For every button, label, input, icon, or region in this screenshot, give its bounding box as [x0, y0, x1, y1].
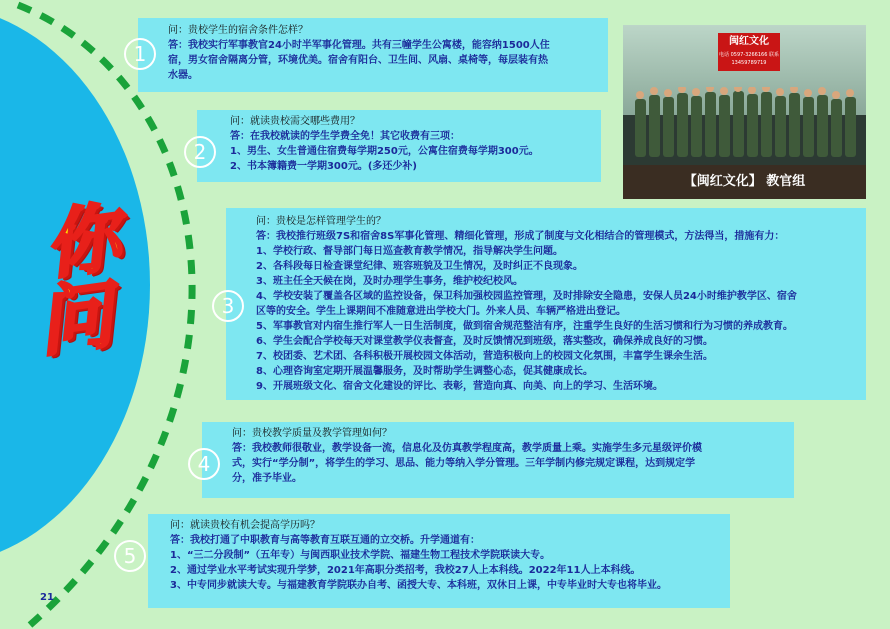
- answer-line: 3、中专同步就读大专。与福建教育学院联办自考、函授大专、本科班，双休日上课，中专毕业时大专也将毕业。: [170, 580, 667, 591]
- title-char-ni: 你: [39, 194, 125, 290]
- answer-line: 7、校团委、艺术团、各科积极开展校园文体活动，营造积极向上的校园文化氛围，丰富学生课余生活。: [256, 351, 713, 362]
- answer-line: 1、学校行政、督导部门每日巡查教育教学情况，指导解决学生问题。: [256, 246, 563, 257]
- answer-line: 8、心理咨询室定期开展温馨服务，及时帮助学生调整心态，促其健康成长。: [256, 366, 593, 377]
- answer-line: 式，实行“学分制”，将学生的学习、思品、能力等纳入学分管理。三年学制内修完规定课程，达到规定学: [232, 458, 696, 469]
- question-number-3: 3: [212, 290, 244, 322]
- answer-line: 答：在我校就读的学生学费全免！其它收费有三项：: [230, 131, 460, 142]
- qa-box-3: [226, 208, 866, 400]
- question-number-5: 5: [114, 540, 146, 572]
- question-number-1: 1: [124, 38, 156, 70]
- qa-box-4: [202, 422, 794, 498]
- answer-line: 答：我校打通了中职教育与高等教育互联互通的立交桥。升学通道有：: [170, 535, 480, 546]
- title-char-wen: 问: [32, 271, 118, 367]
- instructors-figures: [635, 87, 860, 167]
- question-text: 问：贵校是怎样管理学生的？: [256, 216, 386, 227]
- question-number-4: 4: [188, 448, 220, 480]
- question-text: 问：就读贵校需交哪些费用？: [230, 116, 360, 127]
- banner-contact: 电话 0597-3266166 联系 13459789719: [719, 52, 779, 66]
- brand-banner: [718, 33, 780, 71]
- answer-line: 1、“三二分段制”（五年专）与闽西职业技术学院、福建生物工程技术学院联读大专。: [170, 550, 551, 561]
- banner-title: 闽红文化: [729, 36, 769, 47]
- answer-line: 2、各科段每日检查课堂纪律、班容班貌及卫生情况，及时纠正不良现象。: [256, 261, 583, 272]
- qa-box-2: [197, 110, 601, 182]
- qa-box-5: [148, 514, 730, 608]
- answer-line: 2、书本簿籍费一学期300元。(多还少补): [230, 161, 417, 172]
- answer-line: 9、开展班级文化、宿舍文化建设的评比、表彰，营造向真、向美、向上的学习、生活环境。: [256, 381, 663, 392]
- answer-line: 答：我校教师很敬业，教学设备一流，信息化及仿真教学程度高，教学质量上乘。实施学生多元星级评价模: [232, 443, 702, 454]
- qa-box-1: [138, 18, 608, 92]
- answer-line: 答：我校推行班级7S和宿舍8S军事化管理、精细化管理，形成了制度与文化相结合的管理模式，方法得当，措施有力：: [256, 231, 785, 242]
- answer-line: 分，准予毕业。: [232, 473, 302, 484]
- answer-line: 区等的安全。学生上课期间不准随意进出学校大门。外来人员、车辆严格进出登记。: [256, 306, 626, 317]
- answer-line: 3、班主任全天候在岗，及时办理学生事务，维护校纪校风。: [256, 276, 523, 287]
- answer-line: 1、男生、女生普通住宿费每学期250元，公寓住宿费每学期300元。: [230, 146, 539, 157]
- question-text: 问：就读贵校有机会提高学历吗？: [170, 520, 320, 531]
- answer-line: 水器。: [168, 70, 198, 81]
- photo-caption: 【闽红文化】 教官组: [683, 174, 806, 189]
- answer-line: 2、通过学业水平考试实现升学梦，2021年高职分类招考，我校27人上本科线。2022年11人上本科线。: [170, 565, 641, 576]
- question-number-2: 2: [184, 136, 216, 168]
- answer-line: 宿，男女宿舍隔离分管，环境优美。宿舍有阳台、卫生间、风扇、桌椅等，每层装有热: [168, 55, 548, 66]
- question-text: 问：贵校学生的宿舍条件怎样？: [168, 25, 308, 36]
- instructor-group-photo: [623, 25, 866, 199]
- answer-line: 4、学校安装了覆盖各区域的监控设备，保卫科加强校园监控管理，及时排除安全隐患，安保人员24小时维护教学区、宿舍: [256, 291, 797, 302]
- answer-line: 6、学生会配合学校每天对课堂教学仪表督查，及时反馈情况到班级，落实整改，确保养成良好的习惯。: [256, 336, 713, 347]
- page-number: 21: [40, 592, 54, 603]
- question-text: 问：贵校教学质量及教学管理如何？: [232, 428, 392, 439]
- answer-line: 5、军事教官对内宿生推行军人一日生活制度，做到宿舍规范整洁有序，注重学生良好的生活习惯和行为习惯的养成教育。: [256, 321, 793, 332]
- answer-line: 答：我校实行军事教官24小时半军事化管理。共有三幢学生公寓楼，能容纳1500人住: [168, 40, 550, 51]
